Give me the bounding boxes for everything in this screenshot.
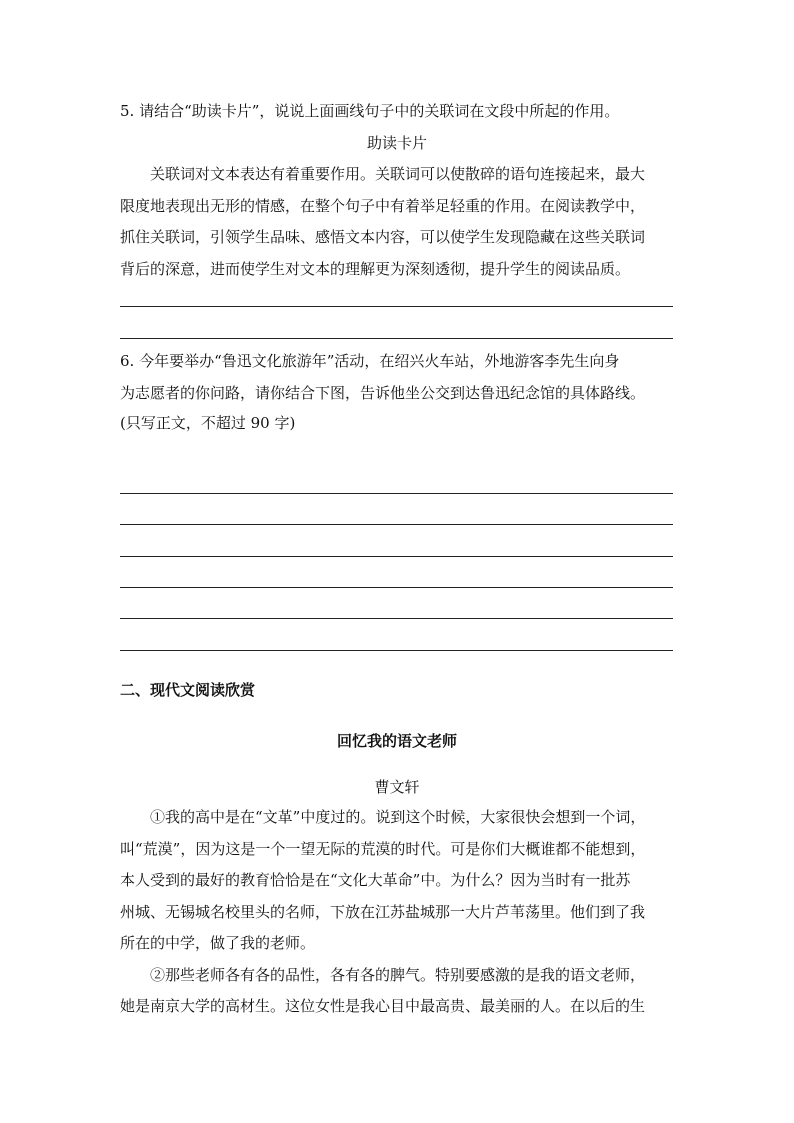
card-line: 关联词对文本表达有着重要作用。关联词可以使散碎的语句连接起来，最大 (150, 165, 646, 183)
answer-line-q6-6[interactable] (120, 650, 673, 651)
article-line: 所在的中学，做了我的老师。 (120, 934, 316, 952)
card-line: 背后的深意，进而使学生对文本的理解更为深刻透彻，提升学生的阅读品质。 (120, 260, 631, 278)
card-title: 助读卡片 (366, 134, 427, 152)
answer-line-q6-1[interactable] (120, 493, 673, 494)
answer-line-q6-2[interactable] (120, 524, 673, 525)
article-author: 曹文轩 (374, 778, 420, 796)
article-line: 她是南京大学的高材生。这位女性是我心目中最高贵、最美丽的人。在以后的生 (120, 997, 646, 1015)
section-heading: 二、现代文阅读欣赏 (120, 681, 256, 699)
question-5-prompt: 5. 请结合“助读卡片”，说说上面画线句子中的关联词在文段中所起的作用。 (120, 102, 620, 120)
article-line: 州城、无锡城名校里头的名师，下放在江苏盐城那一大片芦苇荡里。他们到了我 (120, 903, 646, 921)
question-6-line: 为志愿者的你问路，请你结合下图，告诉他坐公交到达鲁迅纪念馆的具体路线。 (120, 384, 646, 402)
answer-line-q6-3[interactable] (120, 556, 673, 557)
answer-line-q6-5[interactable] (120, 618, 673, 619)
article-line: 叫“荒漠”，因为这是一个一望无际的荒漠的时代。可是你们大概谁都不能想到， (120, 840, 646, 858)
answer-line-q6-4[interactable] (120, 587, 673, 588)
question-6-line: (只写正文，不超过 90 字) (120, 414, 296, 432)
article-title: 回忆我的语文老师 (336, 732, 457, 750)
card-line: 限度地表现出无形的情感，在整个句子中有着举足轻重的作用。在阅读教学中， (120, 197, 646, 215)
answer-line-q5-2[interactable] (120, 338, 673, 339)
answer-line-q5-1[interactable] (120, 306, 673, 307)
article-line: ①我的高中是在“文革”中度过的。说到这个时候，大家很快会想到一个词， (150, 808, 646, 826)
question-6-line: 6. 今年要举办“鲁迅文化旅游年”活动，在绍兴火车站，外地游客李先生向身 (120, 352, 620, 370)
card-line: 抓住关联词，引领学生品味、感悟文本内容，可以使学生发现隐藏在这些关联词 (120, 228, 646, 246)
article-line: 本人受到的最好的教育恰恰是在“文化大革命”中。为什么？因为当时有一批苏 (120, 871, 631, 889)
article-line: ②那些老师各有各的品性，各有各的脾气。特别要感激的是我的语文老师， (150, 966, 646, 984)
